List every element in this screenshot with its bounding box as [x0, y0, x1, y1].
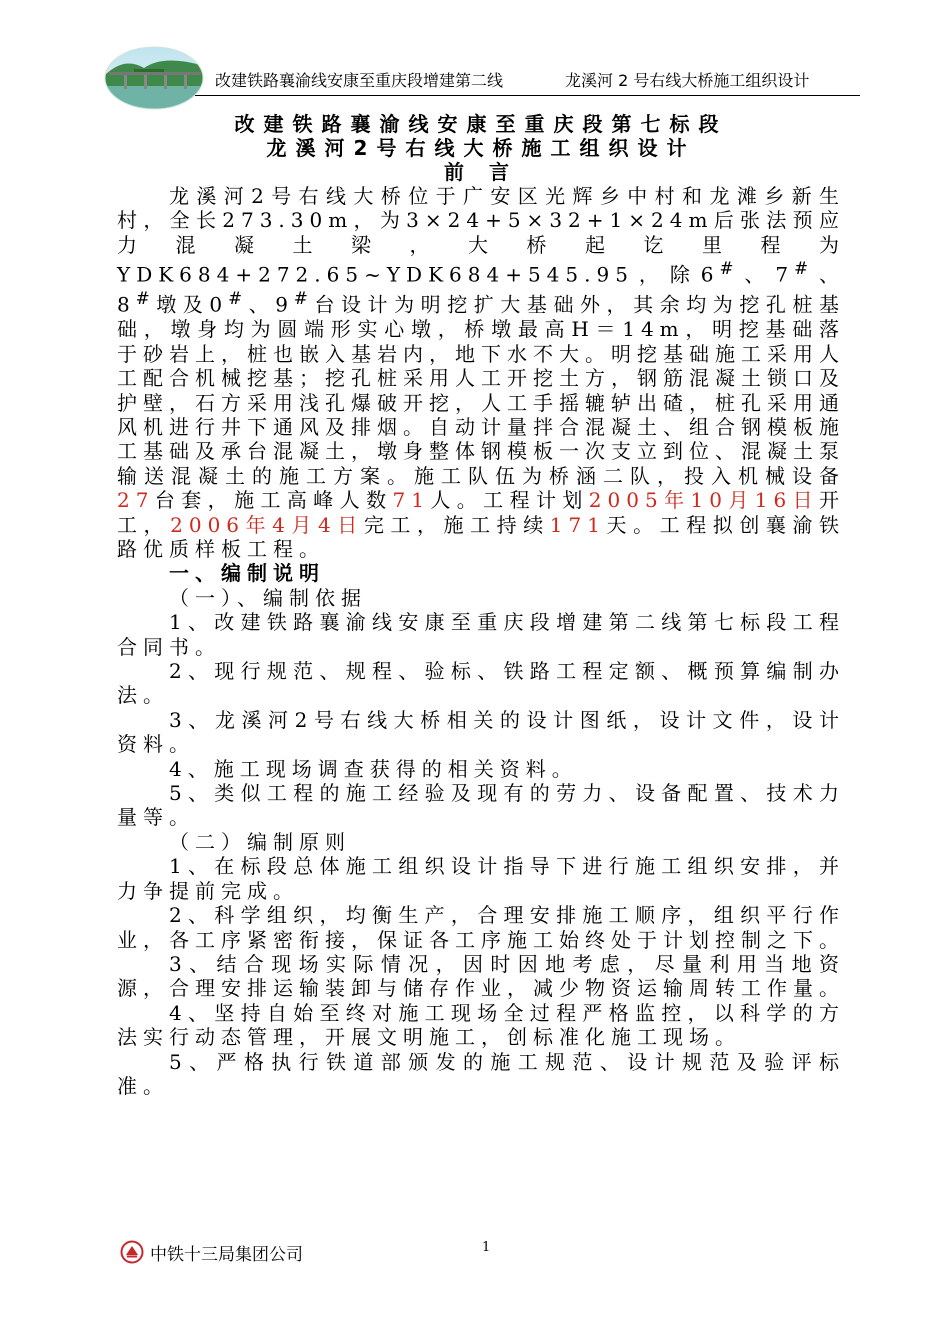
- principle-item: 2、科学组织，均衡生产，合理安排施工顺序，组织平行作业，各工序紧密衔接，保证各工序施工始终处于计划控制之下。: [117, 903, 845, 952]
- bridge-photo-logo: [104, 46, 204, 110]
- principle-item: 4、坚持自始至终对施工现场全过程严格监控，以科学的方法实行动态管理，开展文明施工，创标准化施工现场。: [117, 1000, 845, 1050]
- duration-days: 171: [549, 512, 606, 537]
- preface-paragraph: [117, 184, 845, 561]
- doc-title-line2: 龙溪河2号右线大桥施工组织设计: [266, 136, 696, 160]
- preface-text-9: 开工，: [117, 488, 846, 537]
- pier-mark-8: #: [135, 289, 156, 309]
- doc-title-line1: 改建铁路襄渝线安康至重庆段第七标段: [234, 112, 728, 136]
- preface-text-8: 人。工程计划: [429, 488, 589, 513]
- document-body: [117, 112, 845, 1098]
- end-date: 2006年4月4日: [170, 512, 364, 537]
- preface-text-4: 墩及0: [155, 292, 229, 317]
- start-date: 2005年10月16日: [588, 488, 820, 513]
- preface-text-3: 、8: [117, 262, 846, 317]
- basis-item: 5、类似工程的施工经验及现有的劳力、设备配置、技术力量等。: [117, 781, 845, 830]
- basis-item: 2、现行规范、规程、验标、铁路工程定额、概预算编制办法。: [117, 659, 845, 708]
- pier-mark-6: #: [719, 259, 740, 279]
- preface-text-7: 台套，施工高峰人数: [154, 488, 393, 513]
- header-rule: [195, 95, 860, 96]
- subsection-principles-heading: （二）编制原则: [169, 829, 351, 854]
- subsection-basis-heading: （一）、编制依据: [169, 585, 367, 610]
- header-project-name: 改建铁路襄渝线安康至重庆段增建第二线: [215, 71, 504, 90]
- preface-heading: 前 言: [444, 160, 518, 184]
- abutment-mark-0: #: [228, 289, 249, 309]
- preface-text-6: 台设计为明挖扩大基础外，其余均为挖孔桩基础，墩身均为圆端形实心墩，桥墩最高H＝14m，明挖基础落于砂岩上，桩也嵌入基岩内，地下水不大。明挖基础施工采用人工配合机械挖基；挖孔桩采用人工开挖土方，钢筋混凝土锁口及护壁，石方采用浅孔爆破开挖，人工手摇辘轳出碴，桩孔采用通风机进行井下通风及排烟。自动计量拌合混凝土、组合钢模板施工基础及承台混凝土，墩身整体钢模板一次支立到位、混凝土泵输送混凝土的施工方案。施工队伍为桥涵二队，投入机械设备: [117, 292, 846, 488]
- page-number: 1: [482, 1240, 491, 1255]
- footer-company-name: 中铁十三局集团公司: [150, 1245, 303, 1265]
- principle-item: 3、结合现场实际情况，因时因地考虑，尽量利用当地资源，合理安排运输装卸与储存作业，减少物资运输周转工作量。: [117, 951, 845, 1001]
- pier-mark-7: #: [794, 259, 815, 279]
- principle-item: 1、在标段总体施工组织设计指导下进行施工组织安排，并力争提前完成。: [117, 854, 845, 903]
- section-1-heading: 一、编制说明: [169, 561, 325, 586]
- company-logo-icon: [120, 1240, 144, 1264]
- preface-text-2: 、7: [739, 262, 795, 287]
- equipment-count: 27: [117, 488, 155, 513]
- peak-workers: 71: [392, 488, 430, 513]
- preface-text-5: 、9: [248, 292, 294, 317]
- basis-item: 4、施工现场调查获得的相关资料。: [169, 756, 578, 781]
- preface-text-1: 龙溪河2号右线大桥位于广安区光辉乡中村和龙滩乡新生村，全长273.30m，为3×24+5×32+1×24m后张法预应力混凝土梁，大桥起讫里程为YDK684+272.65~YDK684+545.95，除6: [117, 184, 845, 287]
- abutment-mark-9: #: [293, 289, 314, 309]
- page-header: [0, 0, 950, 100]
- preface-text-11: 天。工程拟创襄渝铁路优质样板工程。: [117, 512, 846, 561]
- basis-item: 1、改建铁路襄渝线安康至重庆段增建第二线第七标段工程合同书。: [117, 610, 845, 659]
- principle-item: 5、严格执行铁道部颁发的施工规范、设计规范及验评标准。: [117, 1049, 845, 1098]
- header-document-name: 龙溪河 2 号右线大桥施工组织设计: [565, 71, 810, 90]
- preface-text-10: 完工，施工持续: [363, 512, 550, 537]
- basis-item: 3、龙溪河2号右线大桥相关的设计图纸，设计文件，设计资料。: [117, 707, 845, 757]
